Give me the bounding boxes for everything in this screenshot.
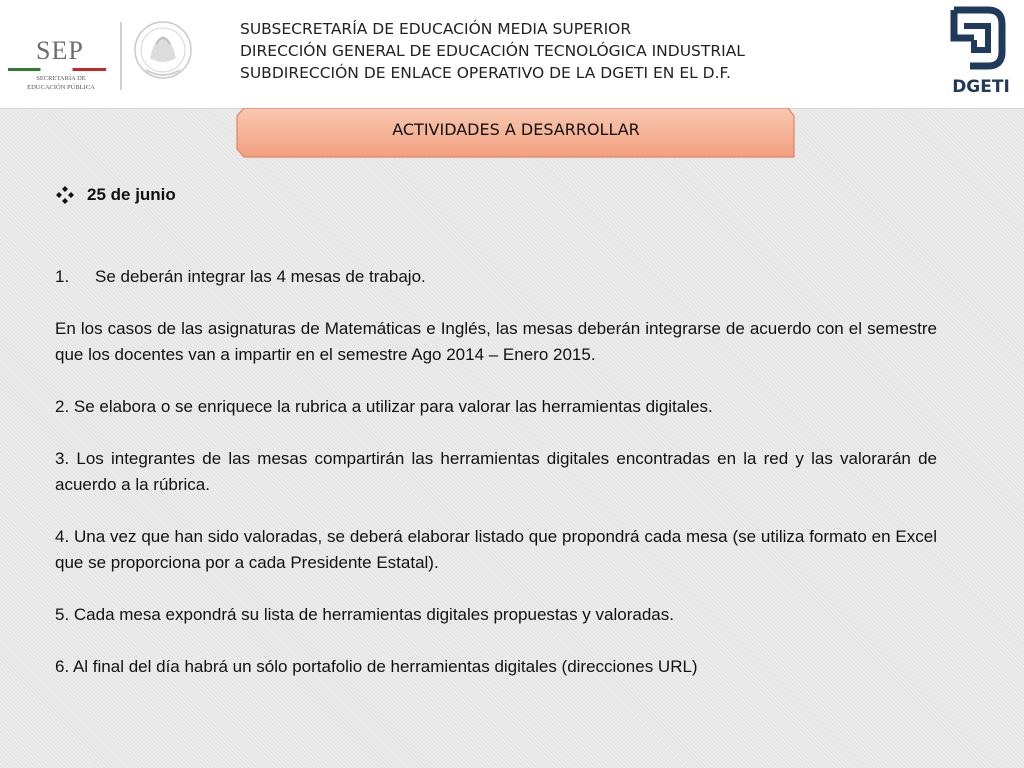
list-item-1-number: 1. xyxy=(55,267,70,286)
header-line-3: SUBDIRECCIÓN DE ENLACE OPERATIVO DE LA DGETI EN EL D.F. xyxy=(240,64,731,82)
paragraph-item-6: 6. Al final del día habrá un sólo portafolio de herramientas digitales (direcciones URL) xyxy=(55,657,698,676)
paragraph-semester-note: En los casos de las asignaturas de Matemáticas e Inglés, las mesas deberán integrarse de acuerdo con el semestre que los docentes van a impartir en el semestre Ago 2014 – Enero 2015. xyxy=(55,319,937,364)
sep-logo xyxy=(6,28,106,98)
diamond-quad-icon xyxy=(55,185,75,205)
slide-header xyxy=(0,0,1024,109)
sep-flag-bar xyxy=(8,68,106,71)
banner-title: ACTIVIDADES A DESARROLLAR xyxy=(392,120,640,139)
dgeti-logo xyxy=(944,2,1018,102)
header-line-1: SUBSECRETARÍA DE EDUCACIÓN MEDIA SUPERIOR xyxy=(240,20,632,38)
header-title-block xyxy=(240,18,880,84)
paragraph-item-5: 5. Cada mesa expondrá su lista de herramientas digitales propuestas y valoradas. xyxy=(55,605,674,624)
paragraph-item-4: 4. Una vez que han sido valoradas, se deberá elaborar listado que propondrá cada mesa (se utiliza formato en Excel que se proporciona por a cada Presidente Estatal). xyxy=(55,527,937,572)
section-banner xyxy=(236,108,796,158)
paragraph-item-2: 2. Se elabora o se enriquece la rubrica a utilizar para valorar las herramientas digitales. xyxy=(55,397,713,416)
paragraph-item-3: 3. Los integrantes de las mesas compartirán las herramientas digitales encontradas en la red y las valorarán de acuerdo a la rúbrica. xyxy=(55,449,937,494)
logo-divider xyxy=(120,22,122,90)
date-bullet xyxy=(55,182,937,208)
slide-content xyxy=(55,182,937,680)
mexican-coat-of-arms-icon xyxy=(132,14,194,94)
sep-logo-subtitle: SECRETARÍA DE EDUCACIÓN PÚBLICA xyxy=(27,75,95,91)
date-label: 25 de junio xyxy=(87,185,176,204)
list-item-1 xyxy=(55,264,937,290)
header-line-2: DIRECCIÓN GENERAL DE EDUCACIÓN TECNOLÓGICA INDUSTRIAL xyxy=(240,42,745,60)
dgeti-logo-label: DGETI xyxy=(952,77,1010,97)
list-item-1-text: Se deberán integrar las 4 mesas de trabajo. xyxy=(95,267,426,286)
sep-logo-mark: SEP xyxy=(36,36,84,65)
